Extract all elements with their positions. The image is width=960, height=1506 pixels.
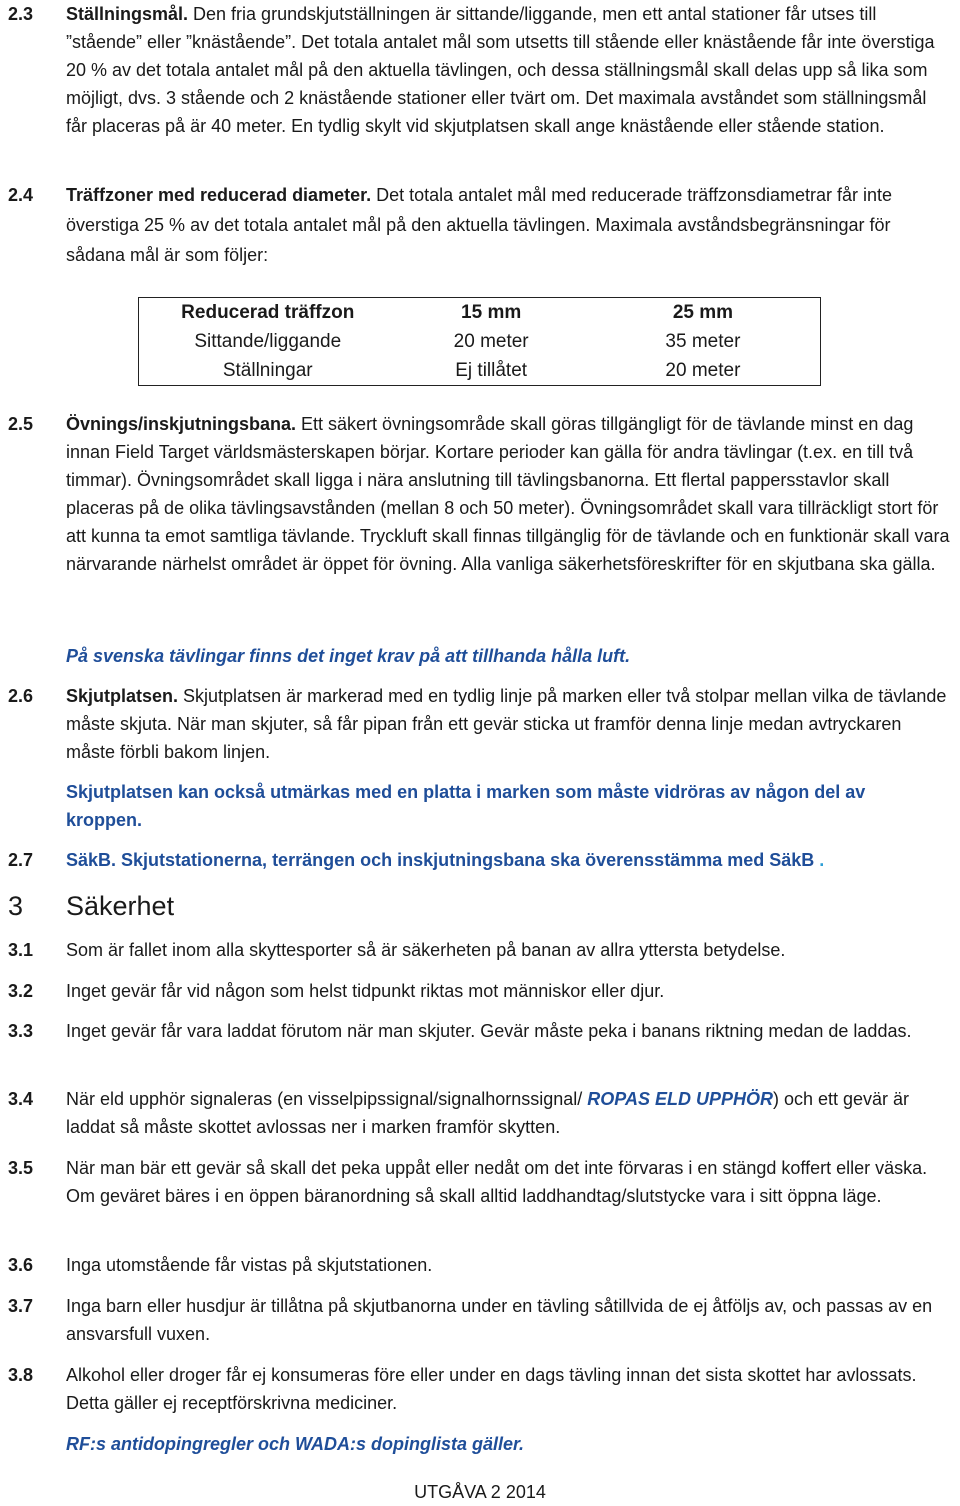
section-number: 2.7 [8,850,34,870]
rule-text-part: När eld upphör signaleras (en visselpipssignal/signalhornssignal/ [66,1089,588,1109]
section-text: Skjutstationerna, terrängen och inskjutningsbana ska överensstämma med SäkB [116,850,815,870]
rule-number: 3.3 [8,1021,34,1041]
table-cell: Ej tillåtet [455,360,528,381]
table-cell: 20 meter [453,331,529,352]
table-header-cell: Reducerad träffzon [181,302,355,323]
section-number: 2.3 [8,4,34,24]
section-body [66,682,952,766]
distance-table [138,297,821,386]
table-cell: Sittande/liggande [194,331,342,352]
section-2-6-note: Skjutplatsen kan också utmärkas med en platta i marken som måste vidröras av någon del av kroppen. [66,782,866,830]
table-cell: Ställningar [222,360,313,381]
rule-text: Inget gevär får vid någon som helst tidpunkt riktas mot människor eller djur. [66,981,665,1001]
footer-edition: UTGÅVA 2 2014 [414,1482,546,1502]
rule-number: 3.8 [8,1365,34,1385]
rule-text [66,1085,952,1141]
rule-number: 3.6 [8,1255,34,1275]
section-number: 2.6 [8,686,34,706]
table-header-cell: 15 mm [461,302,522,323]
rule-3-3 [8,1017,952,1045]
section-title: SäkB. [66,850,117,870]
rule-3-8 [8,1361,952,1417]
rule-text: Inga utomstående får vistas på skjutstationen. [66,1255,433,1275]
section-body [66,846,952,874]
section-2-5-note: På svenska tävlingar finns det inget krav på att tillhanda hålla luft. [66,646,631,666]
section-body [66,0,952,140]
section-number: 2.4 [8,185,34,205]
section-2-7 [8,846,952,874]
rule-number: 3.4 [8,1089,34,1109]
rule-text: Inget gevär får vara laddat förutom när man skjuter. Gevär måste peka i banans riktning medan de laddas. [66,1021,912,1041]
chapter-number: 3 [8,891,24,921]
table-header-row [139,298,821,328]
rule-3-4 [8,1085,952,1141]
section-title: Skjutplatsen. [66,686,179,706]
rule-number: 3.7 [8,1296,34,1316]
chapter-title: Säkerhet [66,891,175,921]
table-row [139,356,821,386]
section-number: 2.5 [8,414,34,434]
table-row [139,327,821,356]
rule-3-2 [8,977,952,1005]
table-cell: 35 meter [665,331,741,352]
rule-text: Inga barn eller husdjur är tillåtna på skjutbanorna under en tävling såtillvida de ej åtföljs av, och passas av en ansvarsfull vuxen. [66,1296,933,1344]
section-text: Ett säkert övningsområde skall göras tillgängligt för de tävlande minst en dag innan Field Target världsmästerskapen börjar. Kortare perioder kan gälla för andra tävlingar (t.ex. en till två timmar). Övningsområdet skall ligga i nära anslutning till tävlingsbanorna. Ett flertal pappersstavlor skall placeras på de olika tävlingsavstånden (mellan 8 och 50 meter). Övningsområdet skall vara tillräckligt stort för att kunna ta emot samtliga tävlande. Tryckluft skall finnas tillgänglig för de tävlande och en funktionär skall vara närvarande närhelst området är öppet för övning. Alla vanliga säkerhetsföreskrifter för en skjutbana ska gälla. [66,414,950,574]
section-title: Övnings/inskjutningsbana. [66,414,297,434]
rule-3-6 [8,1251,952,1279]
rule-3-5 [8,1154,952,1210]
table-header-cell: 25 mm [672,302,734,323]
rule-text-part: ) och ett gevär är laddat så måste skottet avlossas ner i marken framför skytten. [66,1089,910,1137]
section-2-4 [8,180,952,270]
rule-text: När man bär ett gevär så skall det peka uppåt eller nedåt om det inte förvaras i en stängd koffert eller väska. Om geväret bäres i en öppen bäranordning så skall alltid laddhandtag/slutstycke vara i sitt öppna läge. [66,1158,928,1206]
rule-text: Alkohol eller droger får ej konsumeras före eller under en dags tävling innan det sista skottet har avlossats. Detta gäller ej receptförskrivna mediciner. [66,1365,917,1413]
section-text: Det totala antalet mål med reducerade träffzonsdiametrar får inte överstiga 25 % av det totala antalet mål på den aktuella tävlingen. Maximala avståndsbegränsningar för sådana mål är som följer: [66,185,893,265]
table-cell: 20 meter [665,360,741,381]
rule-emphasis: ROPAS ELD UPPHÖR [587,1089,773,1109]
rule-number: 3.1 [8,940,34,960]
chapter-heading [8,888,174,924]
section-2-3 [8,0,952,140]
rule-text: Som är fallet inom alla skyttesporter så är säkerheten på banan av allra yttersta betydelse. [66,940,786,960]
rule-number: 3.2 [8,981,34,1001]
section-2-5 [8,410,952,578]
section-body [66,410,952,578]
rule-3-7 [8,1292,952,1348]
rule-3-8-note: RF:s antidopingregler och WADA:s dopinglista gäller. [66,1434,525,1454]
rule-3-1 [8,936,952,964]
section-text: Den fria grundskjutställningen är sittande/liggande, men ett antal stationer får utses till ”stående” eller ”knästående”. Det totala antalet mål som utsetts till stående eller knästående får inte överstiga 20 % av det totala antalet mål på den aktuella tävlingen, och dessa ställningsmål skall delas upp så lika som möjligt, dvs. 3 stående och 2 knästående stationer eller tvärt om. Det maximala avståndet som ställningsmål får placeras på är 40 meter. En tydlig skylt vid skjutplatsen skall ange knästående eller stående station. [66,4,935,136]
section-text: Skjutplatsen är markerad med en tydlig linje på marken eller två stolpar mellan vilka de tävlande måste skjuta. När man skjuter, så får pipan från ett gevär sticka ut framför denna linje medan avtryckaren måste förbli bakom linjen. [66,686,947,762]
section-2-6 [8,682,952,766]
section-dot: . [819,850,825,870]
section-title: Ställningsmål. [66,4,189,24]
rule-number: 3.5 [8,1158,34,1178]
section-title: Träffzoner med reducerad diameter. [66,185,372,205]
section-body [66,180,952,270]
